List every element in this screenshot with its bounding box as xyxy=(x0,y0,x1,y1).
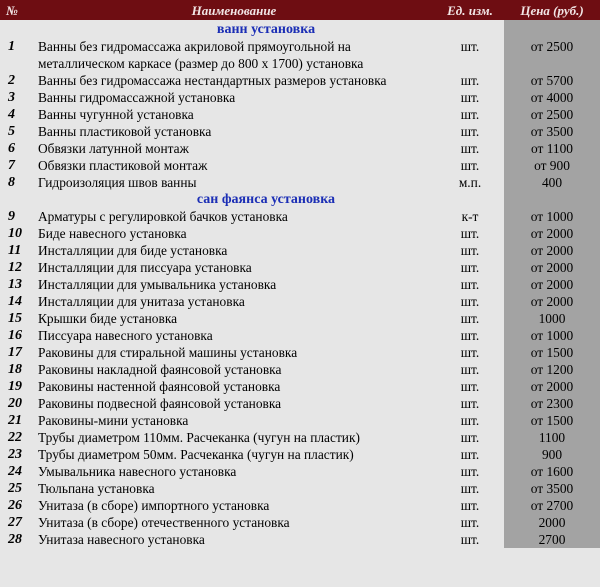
row-number: 8 xyxy=(8,175,15,190)
row-name: Унитаза (в сборе) отечественного установка xyxy=(38,515,290,530)
table-row xyxy=(0,361,600,378)
row-name: Ванны пластиковой установка xyxy=(38,124,212,139)
section-row xyxy=(0,20,600,38)
table-row xyxy=(0,259,600,276)
row-unit: шт. xyxy=(460,515,480,530)
header-name: Наименование xyxy=(32,0,436,20)
row-name: Раковины накладной фаянсовой установка xyxy=(38,362,282,377)
row-number: 27 xyxy=(8,515,22,530)
row-number: 18 xyxy=(8,362,22,377)
row-unit: шт. xyxy=(460,362,480,377)
table-row xyxy=(0,140,600,157)
row-price: от 3500 xyxy=(504,123,600,140)
row-number: 28 xyxy=(8,532,22,547)
row-unit: шт. xyxy=(460,294,480,309)
row-unit: шт. xyxy=(460,328,480,343)
row-name: Инсталляции для умывальника установка xyxy=(38,277,277,292)
table-row xyxy=(0,123,600,140)
row-name: Трубы диаметром 50мм. Расчеканка (чугун на пластик) xyxy=(38,447,354,462)
table-row xyxy=(0,276,600,293)
row-unit: шт. xyxy=(460,107,480,122)
table-row xyxy=(0,344,600,361)
table-row xyxy=(0,531,600,548)
row-number: 6 xyxy=(8,141,15,156)
row-price: от 4000 xyxy=(504,89,600,106)
row-unit: шт. xyxy=(460,158,480,173)
row-name: Обвязки латунной монтаж xyxy=(38,141,189,156)
row-unit: шт. xyxy=(460,345,480,360)
row-unit: к-т xyxy=(461,209,479,224)
row-price: 900 xyxy=(504,446,600,463)
table-row xyxy=(0,429,600,446)
row-name: Унитаза навесного установка xyxy=(38,532,205,547)
table-row xyxy=(0,242,600,259)
row-number: 22 xyxy=(8,430,22,445)
row-price: от 5700 xyxy=(504,72,600,89)
row-unit: шт. xyxy=(460,379,480,394)
row-name: Раковины для стиральной машины установка xyxy=(38,345,298,360)
row-price: 1000 xyxy=(504,310,600,327)
row-unit: шт. xyxy=(460,277,480,292)
table-row xyxy=(0,497,600,514)
header-row xyxy=(0,0,600,20)
row-price: 400 xyxy=(504,174,600,191)
table-row xyxy=(0,514,600,531)
row-name: Обвязки пластиковой монтаж xyxy=(38,158,208,173)
row-unit: шт. xyxy=(460,532,480,547)
row-price: от 900 xyxy=(504,157,600,174)
row-name: Раковины-мини установка xyxy=(38,413,189,428)
row-unit: шт. xyxy=(460,430,480,445)
row-price: 2700 xyxy=(504,531,600,548)
row-number: 5 xyxy=(8,124,15,139)
row-price: от 2000 xyxy=(504,276,600,293)
table-row xyxy=(0,327,600,344)
row-number: 1 xyxy=(8,39,15,54)
row-name: Арматуры с регулировкой бачков установка xyxy=(38,209,288,224)
row-number: 17 xyxy=(8,345,22,360)
row-name: Ванны без гидромассажа нестандартных размеров установка xyxy=(38,73,387,88)
row-name: Трубы диаметром 110мм. Расчеканка (чугун на пластик) xyxy=(38,430,360,445)
row-price: от 2000 xyxy=(504,293,600,310)
row-name: Ванны без гидромассажа акриловой прямоугольной на металлическом каркасе (размер до 800 х 1700) установка xyxy=(38,39,364,71)
header-num: № xyxy=(0,0,32,20)
row-number: 3 xyxy=(8,90,15,105)
row-price: от 2000 xyxy=(504,242,600,259)
row-number: 7 xyxy=(8,158,15,173)
row-name: Крышки биде установка xyxy=(38,311,178,326)
table-row xyxy=(0,395,600,412)
row-price: от 2000 xyxy=(504,378,600,395)
table-row xyxy=(0,157,600,174)
row-number: 19 xyxy=(8,379,22,394)
row-name: Тюльпана установка xyxy=(38,481,155,496)
table-row xyxy=(0,293,600,310)
row-name: Ванны гидромассажной установка xyxy=(38,90,236,105)
row-unit: шт. xyxy=(460,260,480,275)
row-number: 12 xyxy=(8,260,22,275)
table-header xyxy=(0,0,600,20)
row-unit: шт. xyxy=(460,243,480,258)
table-row xyxy=(0,174,600,191)
table-row xyxy=(0,412,600,429)
section-spacer xyxy=(0,191,32,208)
row-unit: шт. xyxy=(460,481,480,496)
row-name: Писсуара навесного установка xyxy=(38,328,213,343)
table-row xyxy=(0,480,600,497)
row-price: от 2500 xyxy=(504,38,600,72)
row-price: от 1500 xyxy=(504,412,600,429)
row-price: от 1500 xyxy=(504,344,600,361)
table-row xyxy=(0,310,600,327)
row-price: от 2000 xyxy=(504,259,600,276)
row-unit: шт. xyxy=(460,447,480,462)
row-name: Ванны чугунной установка xyxy=(38,107,194,122)
row-name: Умывальника навесного установка xyxy=(38,464,237,479)
row-number: 15 xyxy=(8,311,22,326)
row-number: 24 xyxy=(8,464,22,479)
row-unit: шт. xyxy=(460,226,480,241)
row-price: от 1100 xyxy=(504,140,600,157)
row-price: от 1000 xyxy=(504,327,600,344)
table-row xyxy=(0,38,600,72)
row-name: Раковины подвесной фаянсовой установка xyxy=(38,396,282,411)
row-name: Биде навесного установка xyxy=(38,226,187,241)
table-row xyxy=(0,106,600,123)
row-number: 2 xyxy=(8,73,15,88)
row-price: 1100 xyxy=(504,429,600,446)
header-unit: Ед. изм. xyxy=(436,0,504,20)
row-number: 4 xyxy=(8,107,15,122)
row-name: Гидроизоляция швов ванны xyxy=(38,175,197,190)
row-unit: шт. xyxy=(460,39,480,54)
table-row xyxy=(0,378,600,395)
row-unit: шт. xyxy=(460,124,480,139)
row-name: Инсталляции для биде установка xyxy=(38,243,228,258)
row-number: 20 xyxy=(8,396,22,411)
row-price: от 3500 xyxy=(504,480,600,497)
row-unit: шт. xyxy=(460,396,480,411)
row-name: Инсталляции для унитаза установка xyxy=(38,294,245,309)
table-row xyxy=(0,446,600,463)
row-price: от 2300 xyxy=(504,395,600,412)
section-title: сан фаянса установка xyxy=(196,192,336,207)
row-price: от 2000 xyxy=(504,225,600,242)
table-row xyxy=(0,208,600,225)
row-number: 14 xyxy=(8,294,22,309)
table-row xyxy=(0,463,600,480)
row-unit: шт. xyxy=(460,141,480,156)
table-row xyxy=(0,89,600,106)
row-unit: шт. xyxy=(460,464,480,479)
row-unit: шт. xyxy=(460,413,480,428)
row-price: от 2700 xyxy=(504,497,600,514)
header-price: Цена (руб.) xyxy=(504,0,600,20)
row-price: от 1200 xyxy=(504,361,600,378)
row-number: 10 xyxy=(8,226,22,241)
row-name: Инсталляции для писсуара установка xyxy=(38,260,252,275)
row-unit: м.п. xyxy=(458,175,482,190)
section-row xyxy=(0,191,600,208)
row-number: 23 xyxy=(8,447,22,462)
row-price: 2000 xyxy=(504,514,600,531)
row-number: 26 xyxy=(8,498,22,513)
row-number: 11 xyxy=(8,243,22,258)
row-unit: шт. xyxy=(460,311,480,326)
row-number: 16 xyxy=(8,328,22,343)
row-number: 13 xyxy=(8,277,22,292)
row-price: от 2500 xyxy=(504,106,600,123)
row-name: Раковины настенной фаянсовой установка xyxy=(38,379,281,394)
row-number: 25 xyxy=(8,481,22,496)
table-body xyxy=(0,20,600,548)
section-spacer xyxy=(0,20,32,38)
row-price: от 1600 xyxy=(504,463,600,480)
row-price: от 1000 xyxy=(504,208,600,225)
table-row xyxy=(0,72,600,89)
table-row xyxy=(0,225,600,242)
row-name: Унитаза (в сборе) импортного установка xyxy=(38,498,270,513)
row-unit: шт. xyxy=(460,73,480,88)
row-unit: шт. xyxy=(460,498,480,513)
section-price-cell xyxy=(504,191,600,208)
row-number: 9 xyxy=(8,209,15,224)
section-price-cell xyxy=(504,20,600,38)
section-title: ванн установка xyxy=(216,22,316,37)
row-number: 21 xyxy=(8,413,22,428)
row-unit: шт. xyxy=(460,90,480,105)
